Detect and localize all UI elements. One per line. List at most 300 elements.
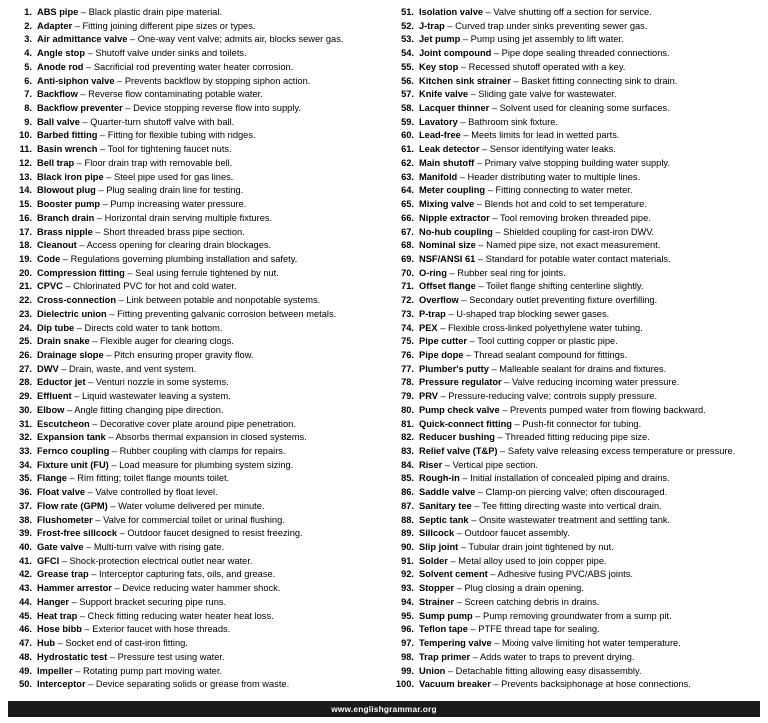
entry-text	[37, 527, 380, 541]
glossary-entry	[8, 157, 380, 171]
entry-number: 59.	[401, 116, 414, 127]
entry-text	[419, 514, 762, 528]
entry-text	[37, 198, 380, 212]
glossary-entry	[390, 404, 762, 418]
entry-definition: – Malleable sealant for drains and fixtures.	[488, 363, 667, 374]
glossary-entry	[8, 623, 380, 637]
entry-definition: – Threaded fitting reducing pipe size.	[494, 432, 650, 443]
entry-term: Fernco coupling	[37, 446, 110, 456]
entry-definition: – Outdoor faucet assembly.	[454, 528, 570, 539]
glossary-entry	[390, 596, 762, 610]
entry-number: 26.	[19, 349, 32, 360]
entry-term: Riser	[419, 459, 443, 470]
entry-number: 80.	[401, 404, 414, 415]
entry-definition: – Socket end of cast-iron fitting.	[55, 638, 188, 649]
glossary-entry	[8, 184, 380, 198]
entry-term: Flange	[37, 473, 67, 484]
entry-term: CPVC	[37, 281, 63, 292]
entry-definition: – Device separating solids or grease from waste.	[85, 679, 290, 690]
entry-term: Hub	[37, 638, 56, 649]
entry-term: Gate valve	[37, 542, 84, 553]
entry-term: Leak detector	[419, 144, 480, 155]
entry-definition: – Valve shutting off a section for service.	[483, 7, 652, 17]
entry-number: 65.	[401, 199, 414, 210]
entry-term: Interceptor	[37, 679, 86, 690]
entry-text	[37, 20, 380, 34]
entry-definition: – Named pipe size, not exact measurement.	[475, 240, 661, 251]
entry-term: Eductor jet	[37, 377, 86, 388]
entry-definition: – Shielded coupling for cast-iron DWV.	[492, 226, 655, 237]
glossary-entry	[8, 568, 380, 582]
entry-text	[419, 253, 762, 267]
entry-term: Ball valve	[37, 116, 80, 127]
entry-term: Anode rod	[37, 61, 84, 72]
entry-text	[37, 582, 380, 596]
entry-number: 29.	[19, 391, 32, 402]
entry-number: 81.	[401, 418, 414, 429]
entry-term: Pump check valve	[419, 404, 500, 415]
glossary-entry	[8, 665, 380, 679]
glossary-entry	[390, 171, 762, 185]
entry-text	[419, 171, 762, 185]
entry-number: 68.	[401, 240, 414, 251]
glossary-entry	[8, 651, 380, 665]
glossary-entry	[390, 376, 762, 390]
entry-definition: – Chlorinated PVC for hot and cold water.	[62, 281, 237, 292]
entry-term: Cleanout	[37, 240, 77, 251]
entry-definition: – Valve for commercial toilet or urinal flushing.	[92, 514, 285, 525]
entry-number: 86.	[401, 487, 414, 498]
entry-definition: – Push-fit connector for tubing.	[511, 418, 642, 429]
entry-term: Vacuum breaker	[419, 679, 491, 690]
glossary-entry	[390, 294, 762, 308]
entry-definition: – Reverse flow contaminating potable water.	[77, 89, 263, 100]
entry-text	[37, 349, 380, 363]
entry-term: Pressure regulator	[419, 377, 502, 388]
entry-text	[37, 665, 380, 679]
entry-number: 30.	[19, 404, 32, 415]
entry-definition: – Tee fitting directing waste into vertical drain.	[471, 500, 662, 511]
entry-text	[419, 376, 762, 390]
entry-definition: – Clamp-on piercing valve; often discouraged.	[475, 487, 668, 498]
glossary-entry	[390, 116, 762, 130]
entry-term: Pipe cutter	[419, 336, 468, 347]
glossary-entry	[8, 294, 380, 308]
entry-definition: – Toilet flange shifting centerline slightly.	[475, 281, 644, 292]
entry-text	[419, 212, 762, 226]
entry-definition: – Water volume delivered per minute.	[107, 500, 265, 511]
entry-text	[419, 472, 762, 486]
entry-number: 21.	[19, 281, 32, 292]
entry-term: DWV	[37, 363, 59, 374]
glossary-column-right	[390, 6, 762, 723]
entry-text	[37, 651, 380, 665]
entry-number: 53.	[401, 34, 414, 45]
entry-number: 2.	[24, 20, 32, 31]
entry-definition: – Link between potable and nonpotable systems.	[116, 295, 321, 306]
entry-text	[419, 637, 762, 651]
entry-number: 12.	[19, 157, 32, 168]
entry-number: 90.	[401, 542, 414, 553]
entry-number: 64.	[401, 185, 414, 196]
entry-text	[419, 582, 762, 596]
entry-term: Hydrostatic test	[37, 651, 108, 662]
entry-definition: – Valve reducing incoming water pressure.	[501, 377, 680, 388]
entry-text	[419, 47, 762, 61]
glossary-entry	[390, 226, 762, 240]
entry-definition: – Access opening for clearing drain blockages.	[76, 240, 272, 251]
entry-text	[37, 184, 380, 198]
entry-term: Drain snake	[37, 336, 90, 347]
entry-text	[37, 390, 380, 404]
entry-term: O-ring	[419, 267, 447, 278]
entry-number: 4.	[24, 48, 32, 59]
entry-number: 93.	[401, 583, 414, 594]
entry-term: Mixing valve	[419, 199, 475, 210]
entry-text	[37, 418, 380, 432]
entry-definition: – PTFE thread tape for sealing.	[467, 624, 600, 635]
entry-definition: – Horizontal drain serving multiple fixtures.	[94, 212, 273, 223]
entry-text	[37, 171, 380, 185]
entry-text	[37, 404, 380, 418]
entry-number: 16.	[19, 212, 32, 223]
footer-site-label: www.englishgrammar.org	[331, 704, 437, 714]
entry-definition: – Valve controlled by float level.	[85, 487, 218, 498]
entry-term: Joint compound	[419, 48, 492, 59]
glossary-entry	[390, 514, 762, 528]
glossary-entry	[8, 253, 380, 267]
glossary-entry	[8, 486, 380, 500]
entry-term: Elbow	[37, 404, 65, 415]
glossary-entry	[390, 322, 762, 336]
entry-text	[419, 6, 762, 20]
entry-text	[37, 431, 380, 445]
glossary-entry	[390, 75, 762, 89]
glossary-entry	[390, 678, 762, 692]
entry-text	[37, 637, 380, 651]
entry-text	[37, 568, 380, 582]
glossary-entry	[390, 431, 762, 445]
glossary-entry	[390, 335, 762, 349]
entry-term: Effluent	[37, 391, 72, 402]
entry-term: Hanger	[37, 596, 70, 607]
glossary-entry	[390, 308, 762, 322]
entry-number: 60.	[401, 130, 414, 141]
entry-term: Grease trap	[37, 569, 89, 580]
entry-term: Kitchen sink strainer	[419, 75, 511, 86]
entry-number: 10.	[19, 130, 32, 141]
entry-definition: – Rubber coupling with clamps for repairs.	[109, 446, 286, 456]
entry-text	[419, 500, 762, 514]
entry-term: Lacquer thinner	[419, 103, 490, 114]
entry-term: Teflon tape	[419, 624, 468, 635]
entry-number: 71.	[401, 281, 414, 292]
entry-term: Relief valve (T&P)	[419, 446, 498, 456]
glossary-entry	[390, 20, 762, 34]
entry-number: 11.	[19, 144, 32, 155]
glossary-entry	[8, 20, 380, 34]
entry-number: 7.	[24, 89, 32, 100]
entry-text	[37, 33, 380, 47]
entry-term: Adapter	[37, 20, 73, 31]
entry-number: 63.	[401, 171, 414, 182]
glossary-entry	[8, 171, 380, 185]
glossary-entry	[390, 212, 762, 226]
entry-text	[419, 198, 762, 212]
entry-text	[37, 610, 380, 624]
entry-term: P-trap	[419, 308, 446, 319]
entry-text	[37, 486, 380, 500]
entry-number: 79.	[401, 391, 414, 402]
glossary-entry	[8, 75, 380, 89]
glossary-entry	[390, 486, 762, 500]
glossary-entry	[390, 418, 762, 432]
entry-text	[37, 129, 380, 143]
entry-term: Quick-connect fitting	[419, 418, 512, 429]
entry-text	[419, 431, 762, 445]
entry-term: ABS pipe	[37, 7, 79, 17]
entry-definition: – Adhesive fusing PVC/ABS joints.	[487, 569, 633, 580]
entry-number: 51.	[401, 7, 414, 17]
entry-definition: – Secondary outlet preventing fixture overfilling.	[458, 295, 658, 306]
entry-number: 34.	[19, 459, 32, 470]
entry-number: 75.	[401, 336, 414, 347]
entry-number: 49.	[19, 665, 32, 676]
entry-term: Overflow	[419, 295, 459, 306]
glossary-entry	[8, 198, 380, 212]
glossary-entry	[8, 376, 380, 390]
entry-number: 82.	[401, 432, 414, 443]
glossary-entry	[8, 500, 380, 514]
entry-definition: – Prevents backflow by stopping siphon action.	[114, 75, 311, 86]
entry-text	[419, 651, 762, 665]
entry-term: Sillcock	[419, 528, 455, 539]
entry-number: 1.	[24, 7, 32, 17]
glossary-entry	[8, 431, 380, 445]
glossary-entry	[8, 116, 380, 130]
entry-definition: – Pressure test using water.	[107, 651, 225, 662]
entry-definition: – Rubber seal ring for joints.	[446, 267, 566, 278]
entry-definition: – Tool cutting copper or plastic pipe.	[467, 336, 618, 347]
entry-definition: – Regulations governing plumbing installation and safety.	[60, 253, 298, 264]
entry-text	[37, 75, 380, 89]
glossary-entry	[390, 651, 762, 665]
entry-term: Tempering valve	[419, 638, 492, 649]
entry-definition: – Pitch ensuring proper gravity flow.	[103, 349, 254, 360]
entry-number: 76.	[401, 349, 414, 360]
entry-text	[37, 445, 380, 459]
glossary-entry	[390, 390, 762, 404]
glossary-entry	[8, 459, 380, 473]
entry-term: Pipe dope	[419, 349, 464, 360]
entry-number: 69.	[401, 253, 414, 264]
entry-definition: – Directs cold water to tank bottom.	[74, 322, 223, 333]
entry-term: Booster pump	[37, 199, 101, 210]
entry-text	[37, 143, 380, 157]
entry-number: 28.	[19, 377, 32, 388]
entry-definition: – Plug sealing drain line for testing.	[95, 185, 244, 196]
entry-text	[37, 157, 380, 171]
glossary-columns	[8, 6, 760, 723]
entry-number: 47.	[19, 638, 32, 649]
entry-definition: – Header distributing water to multiple lines.	[457, 171, 641, 182]
entry-definition: – Basket fitting connecting sink to drain.	[510, 75, 678, 86]
glossary-entry	[8, 527, 380, 541]
entry-definition: – Prevents pumped water from flowing backward.	[499, 404, 706, 415]
entry-definition: – Steel pipe used for gas lines.	[103, 171, 234, 182]
entry-definition: – Bathroom sink fixture.	[457, 116, 559, 127]
entry-text	[419, 541, 762, 555]
entry-number: 32.	[19, 432, 32, 443]
entry-text	[419, 445, 762, 459]
glossary-entry	[8, 143, 380, 157]
entry-term: Hose bibb	[37, 624, 82, 635]
glossary-entry	[390, 555, 762, 569]
entry-text	[37, 308, 380, 322]
entry-number: 36.	[19, 487, 32, 498]
entry-term: GFCI	[37, 555, 60, 566]
entry-number: 57.	[401, 89, 414, 100]
glossary-entry	[390, 610, 762, 624]
entry-term: Expansion tank	[37, 432, 106, 443]
entry-term: PEX	[419, 322, 438, 333]
glossary-entry	[8, 6, 380, 20]
entry-number: 62.	[401, 157, 414, 168]
entry-text	[419, 294, 762, 308]
entry-definition: – Load measure for plumbing system sizing.	[108, 459, 294, 470]
entry-term: Key stop	[419, 61, 459, 72]
glossary-entry	[8, 445, 380, 459]
entry-number: 72.	[401, 295, 414, 306]
entry-text	[419, 322, 762, 336]
entry-number: 33.	[19, 446, 32, 456]
entry-term: Hammer arrestor	[37, 583, 112, 594]
glossary-entry	[8, 404, 380, 418]
glossary-entry	[390, 568, 762, 582]
entry-text	[37, 253, 380, 267]
entry-number: 45.	[19, 610, 32, 621]
entry-number: 77.	[401, 363, 414, 374]
entry-term: Strainer	[419, 596, 455, 607]
entry-text	[419, 390, 762, 404]
glossary-entry	[390, 143, 762, 157]
entry-definition: – Onsite wastewater treatment and settling tank.	[468, 514, 671, 525]
entry-text	[37, 335, 380, 349]
entry-number: 94.	[401, 596, 414, 607]
entry-term: Brass nipple	[37, 226, 93, 237]
entry-definition: – Device stopping reverse flow into supply.	[122, 103, 301, 114]
glossary-entry	[8, 390, 380, 404]
entry-term: Sanitary tee	[419, 500, 472, 511]
glossary-entry	[390, 623, 762, 637]
entry-number: 22.	[19, 295, 32, 306]
entry-term: Union	[419, 665, 446, 676]
entry-definition: – Sacrificial rod preventing water heater corrosion.	[83, 61, 294, 72]
entry-text	[419, 226, 762, 240]
entry-text	[419, 527, 762, 541]
entry-text	[419, 88, 762, 102]
glossary-entry	[8, 280, 380, 294]
entry-term: Fixture unit (FU)	[37, 459, 109, 470]
glossary-entry	[8, 472, 380, 486]
glossary-entry	[390, 500, 762, 514]
glossary-entry	[390, 582, 762, 596]
entry-text	[37, 212, 380, 226]
entry-text	[37, 6, 380, 20]
entry-definition: – Prevents backsiphonage at hose connections.	[490, 679, 691, 690]
glossary-entry	[8, 418, 380, 432]
entry-definition: – Check fitting reducing water heater heat loss.	[77, 610, 274, 621]
entry-term: Barbed fitting	[37, 130, 98, 141]
entry-term: Bell trap	[37, 157, 75, 168]
entry-text	[419, 116, 762, 130]
glossary-list-right	[390, 6, 762, 692]
glossary-entry	[8, 129, 380, 143]
entry-definition: – Blends hot and cold to set temperature.	[474, 199, 647, 210]
entry-term: Float valve	[37, 487, 86, 498]
entry-term: Solvent cement	[419, 569, 488, 580]
entry-term: Isolation valve	[419, 7, 484, 17]
entry-text	[37, 623, 380, 637]
entry-number: 87.	[401, 500, 414, 511]
entry-definition: – Interceptor capturing fats, oils, and grease.	[88, 569, 276, 580]
glossary-entry	[390, 472, 762, 486]
footer-bar	[8, 701, 760, 717]
entry-text	[37, 376, 380, 390]
entry-term: Rough-in	[419, 473, 460, 484]
entry-text	[419, 184, 762, 198]
entry-definition: – Drain, waste, and vent system.	[58, 363, 197, 374]
entry-number: 42.	[19, 569, 32, 580]
entry-number: 35.	[19, 473, 32, 484]
entry-text	[419, 335, 762, 349]
glossary-entry	[390, 637, 762, 651]
entry-term: Meter coupling	[419, 185, 486, 196]
entry-text	[37, 459, 380, 473]
entry-definition: – Plug closing a drain opening.	[454, 583, 584, 594]
entry-number: 54.	[401, 48, 414, 59]
entry-number: 23.	[19, 308, 32, 319]
entry-text	[419, 143, 762, 157]
entry-term: Slip joint	[419, 542, 459, 553]
entry-term: Angle stop	[37, 48, 86, 59]
entry-text	[37, 47, 380, 61]
entry-text	[419, 623, 762, 637]
entry-text	[419, 33, 762, 47]
entry-text	[37, 541, 380, 555]
entry-number: 25.	[19, 336, 32, 347]
entry-term: No-hub coupling	[419, 226, 493, 237]
entry-definition: – Quarter-turn shutoff valve with ball.	[79, 116, 235, 127]
entry-text	[419, 20, 762, 34]
entry-term: Air admittance valve	[37, 34, 128, 45]
entry-number: 40.	[19, 542, 32, 553]
entry-definition: – Fitting for flexible tubing with ridges.	[97, 130, 256, 141]
glossary-entry	[390, 239, 762, 253]
entry-text	[37, 555, 380, 569]
entry-number: 14.	[19, 185, 32, 196]
entry-text	[419, 280, 762, 294]
entry-number: 43.	[19, 583, 32, 594]
entry-definition: – Flexible cross-linked polyethylene water tubing.	[437, 322, 643, 333]
entry-number: 50.	[19, 679, 32, 690]
glossary-entry	[8, 102, 380, 116]
entry-number: 24.	[19, 322, 32, 333]
entry-definition: – Shutoff valve under sinks and toilets.	[85, 48, 247, 59]
entry-number: 78.	[401, 377, 414, 388]
glossary-entry	[390, 541, 762, 555]
glossary-entry	[390, 61, 762, 75]
